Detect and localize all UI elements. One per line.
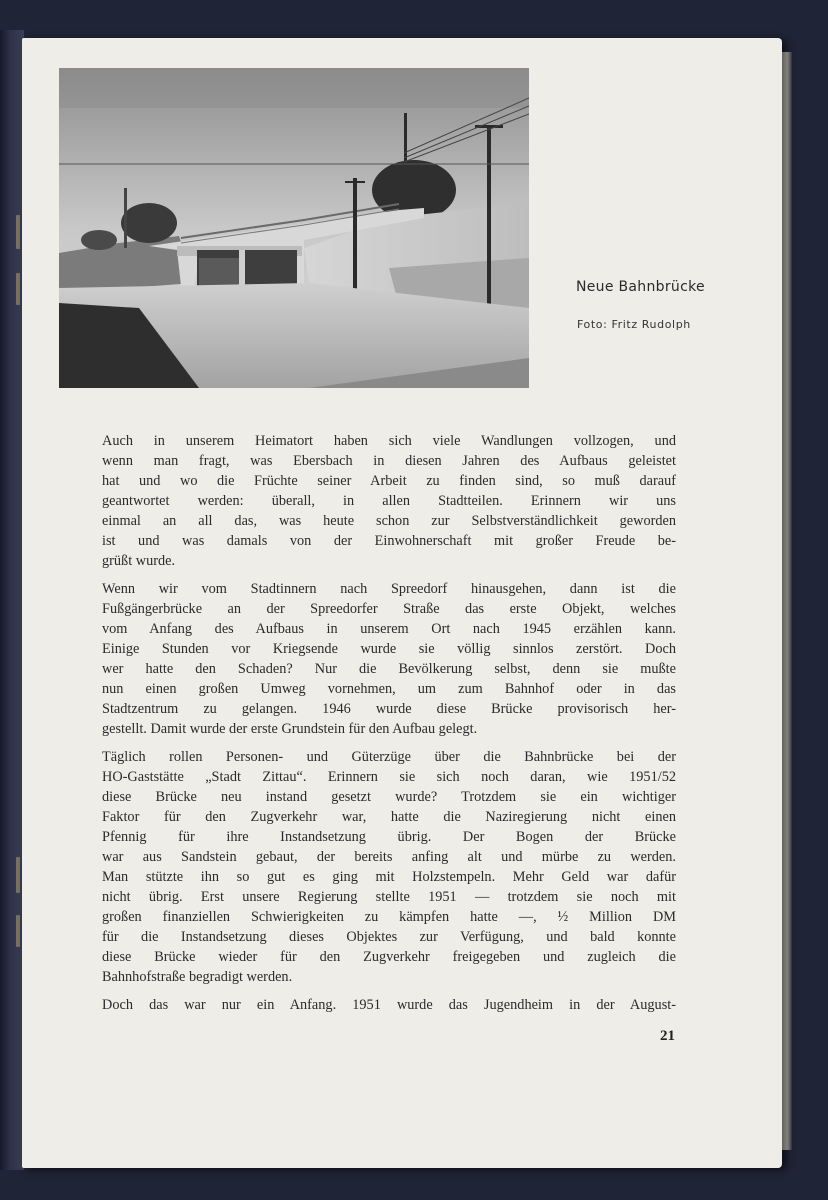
text-line: grüßt wurde.: [102, 553, 176, 569]
text-line: Einige Stunden vor Kriegsende wurde sie völlig sinnlos zerstört. Doch: [102, 641, 676, 657]
text-line: Stadtzentrum zu gelangen. 1946 wurde diese Brücke provisorisch her-: [102, 701, 676, 717]
text-line: Auch in unserem Heimatort haben sich viele Wandlungen vollzogen, und: [102, 433, 676, 449]
staple-mark: [16, 857, 20, 893]
page-number: 21: [660, 1028, 675, 1044]
staple-mark: [16, 273, 20, 305]
text-line: Faktor für den Zugverkehr war, hatte die Naziregierung nicht einen: [102, 809, 676, 825]
photo-credit: Foto: Fritz Rudolph: [577, 318, 691, 331]
text-line: einmal an all das, was heute schon zur Selbstverständlichkeit geworden: [102, 513, 676, 529]
text-line: war aus Sandstein gebaut, der bereits anfing alt und mürbe zu werden.: [102, 849, 676, 865]
text-line: Man stützte ihn so gut es ging mit Holzstempeln. Mehr Geld war dafür: [102, 869, 676, 885]
text-line: Doch das war nur ein Anfang. 1951 wurde das Jugendheim in der August-: [102, 997, 676, 1013]
text-line: diese Brücke wieder für den Zugverkehr freigegeben und zugleich die: [102, 949, 676, 965]
text-line: hat und wo die Früchte seiner Arbeit zu finden sind, so muß darauf: [102, 473, 676, 489]
text-line: nicht übrig. Erst unsere Regierung stellte 1951 — trotzdem sie noch mit: [102, 889, 676, 905]
text-line: ist und was damals von der Einwohnerschaft mit großer Freude be-: [102, 533, 676, 549]
text-line: für die Instandsetzung dieses Objektes zur Verfügung, und bald konnte: [102, 929, 676, 945]
text-line: vom Anfang des Aufbaus in unserem Ort nach 1945 erzählen kann.: [102, 621, 676, 637]
text-line: wenn man fragt, was Ebersbach in diesen Jahren des Aufbaus geleistet: [102, 453, 676, 469]
text-line: Täglich rollen Personen- und Güterzüge über die Bahnbrücke bei der: [102, 749, 676, 765]
photo-caption: Neue Bahnbrücke: [576, 279, 705, 295]
paragraph: [102, 579, 676, 739]
text-line: nun einen großen Umweg vornehmen, um zum Bahnhof oder in das: [102, 681, 676, 697]
bridge-photo: [59, 68, 529, 388]
text-line: Wenn wir vom Stadtinnern nach Spreedorf hinausgehen, dann ist die: [102, 581, 676, 597]
text-line: gestellt. Damit wurde der erste Grundstein für den Aufbau gelegt.: [102, 721, 478, 737]
text-line: diese Brücke neu instand gesetzt wurde? Trotzdem sie ein wichtiger: [102, 789, 676, 805]
text-line: Bahnhofstraße begradigt werden.: [102, 969, 293, 985]
paragraph: [102, 747, 676, 987]
staple-mark: [16, 915, 20, 947]
text-line: Pfennig für ihre Instandsetzung übrig. Der Bogen der Brücke: [102, 829, 676, 845]
text-line: wer hatte den Schaden? Nur die Bevölkerung selbst, denn sie mußte: [102, 661, 676, 677]
booklet-spine: [0, 30, 24, 1170]
paragraph: [102, 995, 676, 1015]
text-line: großen finanziellen Schwierigkeiten zu kämpfen hatte —, ½ Million DM: [102, 909, 676, 925]
text-line: geantwortet werden: überall, in allen Stadtteilen. Erinnern wir uns: [102, 493, 676, 509]
text-line: Fußgängerbrücke an der Spreedorfer Straße das erste Objekt, welches: [102, 601, 676, 617]
body-text: [102, 431, 676, 1023]
staple-mark: [16, 215, 20, 249]
paragraph: [102, 431, 676, 571]
text-line: HO-Gaststätte „Stadt Zittau“. Erinnern sie sich noch daran, wie 1951/52: [102, 769, 676, 785]
